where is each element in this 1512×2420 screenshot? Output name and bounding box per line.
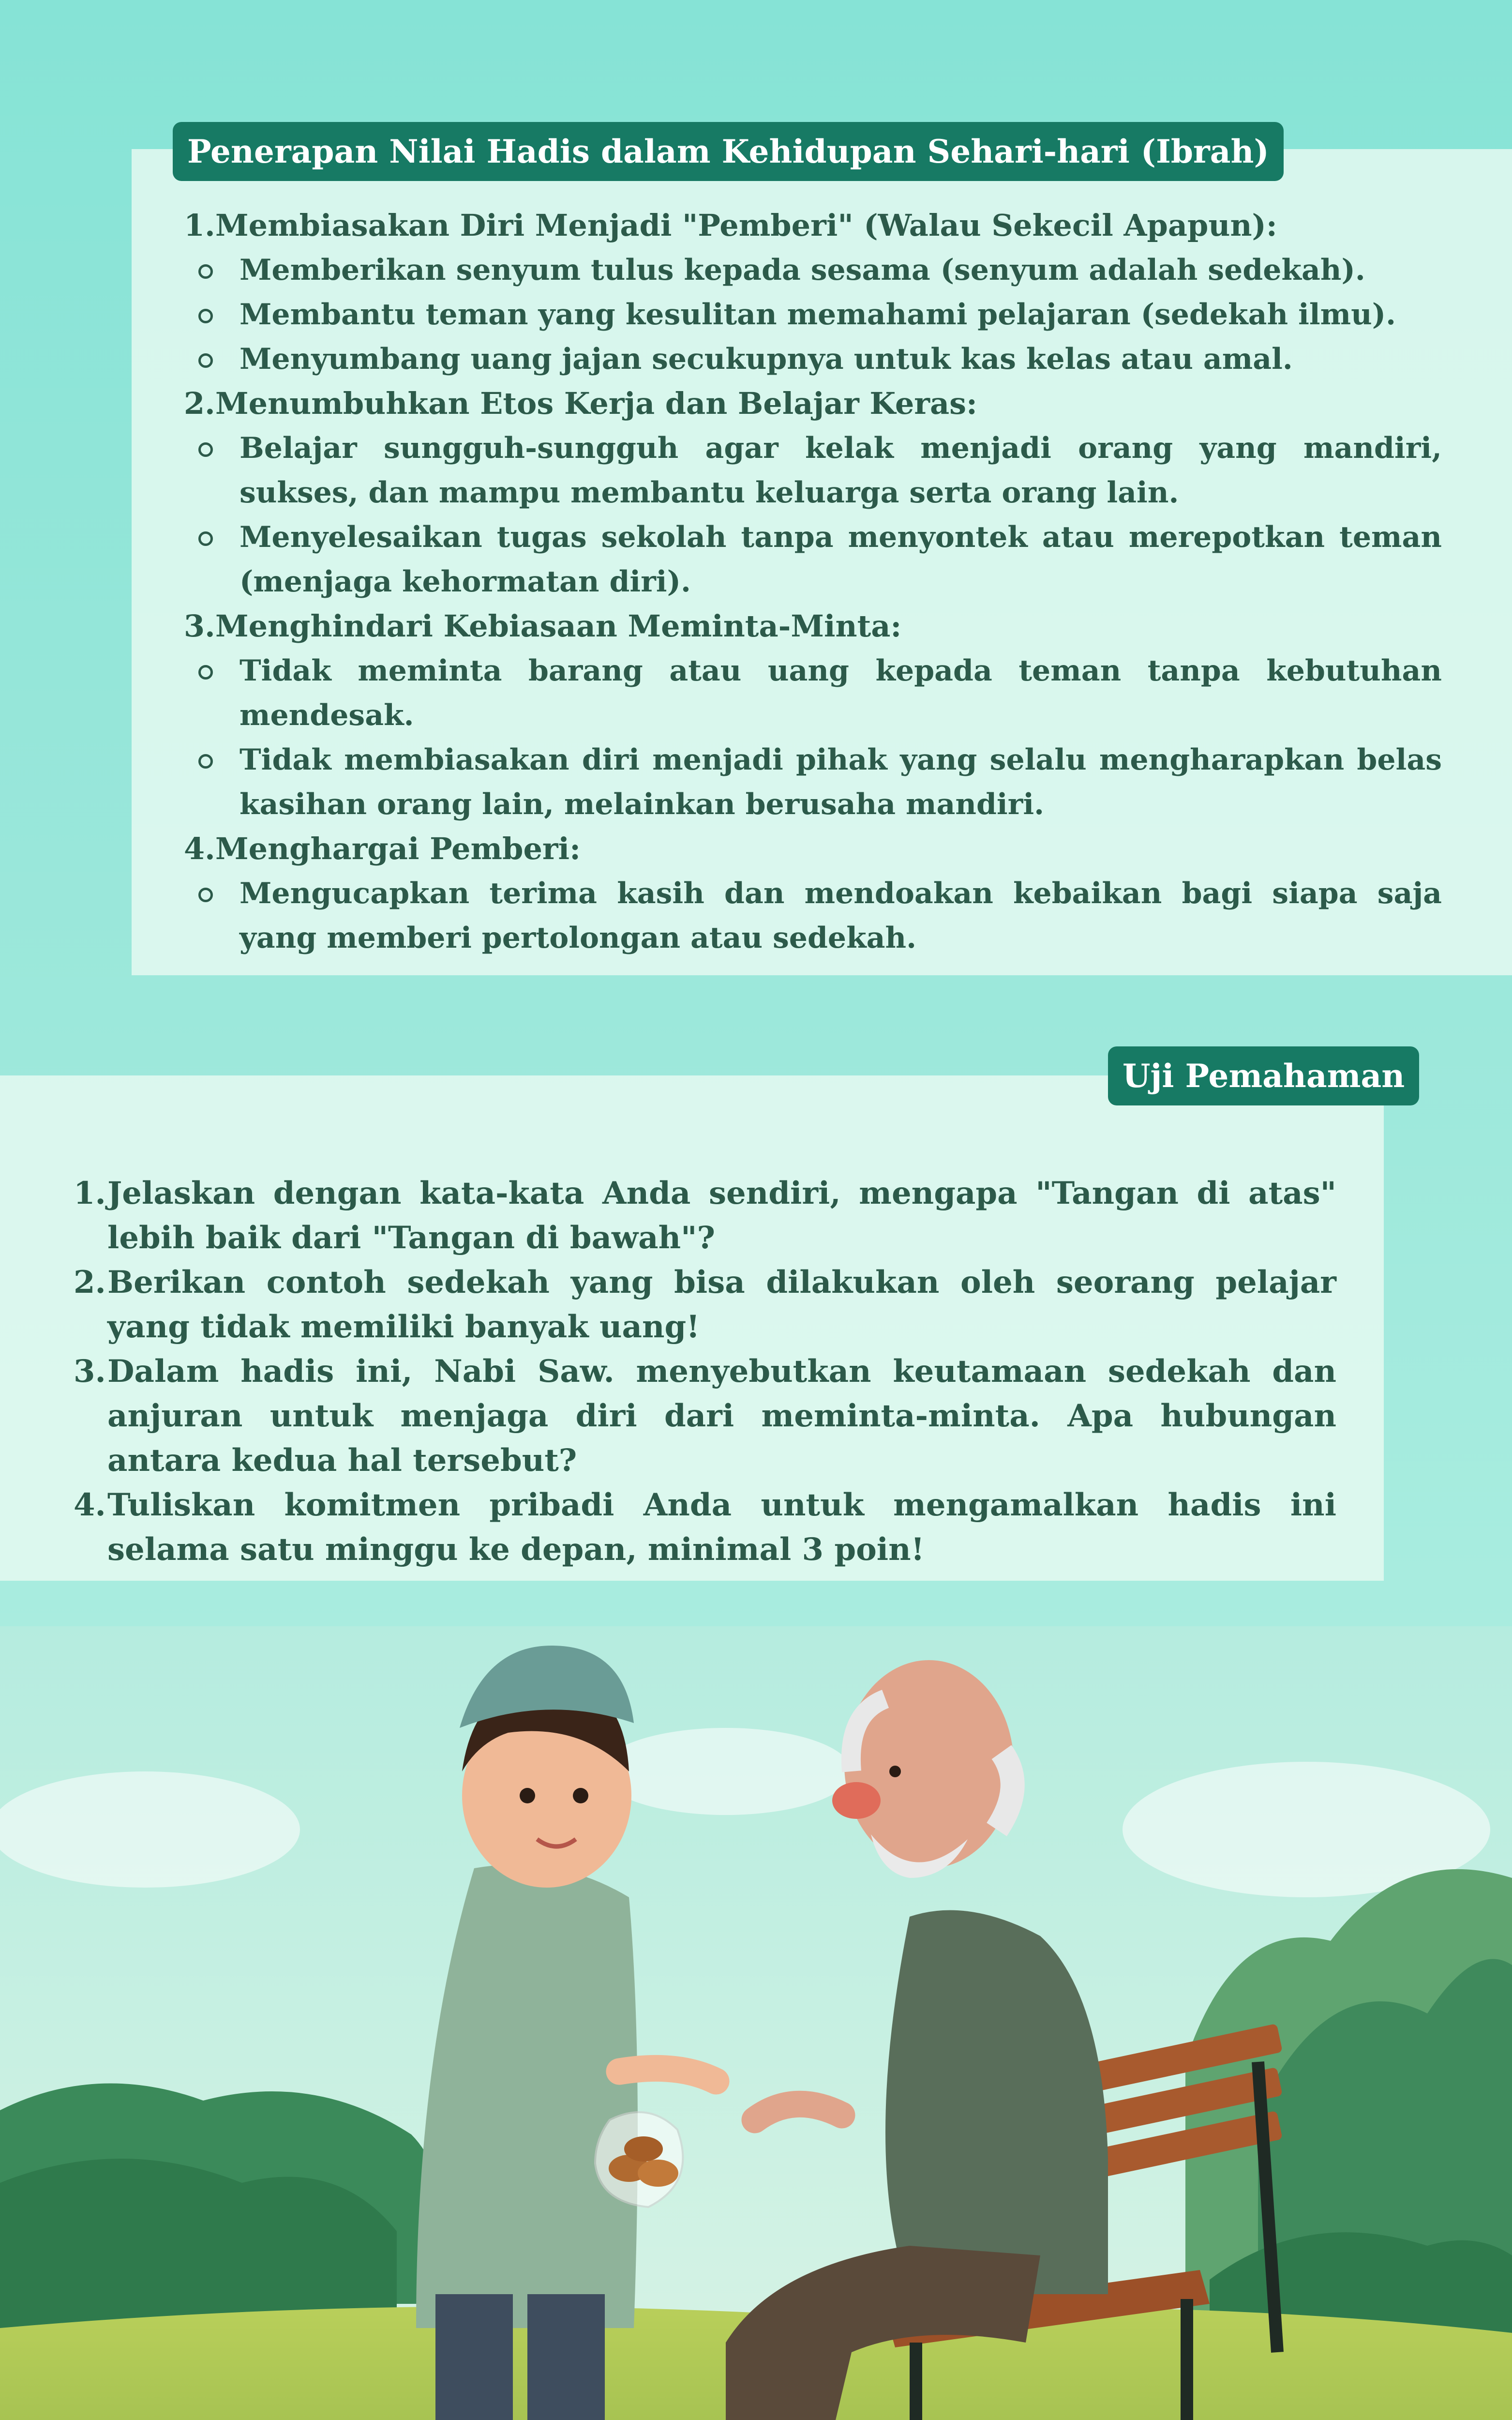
ibrah-item	[184, 203, 1442, 381]
item-number: 4.	[184, 831, 215, 866]
question-number: 2.	[74, 1264, 106, 1301]
question-text: Jelaskan dengan kata-kata Anda sendiri, mengapa "Tangan di atas" lebih baik dari "Tangan di bawah"?	[107, 1175, 1336, 1256]
ibrah-title-tag: Penerapan Nilai Hadis dalam Kehidupan Sehari-hari (Ibrah)	[173, 122, 1284, 181]
item-number: 2.	[184, 386, 215, 421]
question-number: 4.	[74, 1487, 106, 1523]
sub-item: Belajar sungguh-sungguh agar kelak menjadi orang yang mandiri, sukses, dan mampu membantu keluarga serta orang lain.	[184, 426, 1442, 515]
sub-item: Memberikan senyum tulus kepada sesama (senyum adalah sedekah).	[184, 248, 1442, 292]
question-item	[74, 1349, 1336, 1483]
sub-item: Menyumbang uang jajan secukupnya untuk kas kelas atau amal.	[184, 337, 1442, 381]
item-number: 1.	[184, 208, 215, 243]
item-heading: Menghargai Pemberi:	[215, 831, 581, 866]
illustration-charity-scene	[0, 1626, 1512, 2420]
question-text: Tuliskan komitmen pribadi Anda untuk mengamalkan hadis ini selama satu minggu ke depan, minimal 3 poin!	[107, 1487, 1336, 1568]
question-number: 1.	[74, 1175, 106, 1211]
uji-title-tag: Uji Pemahaman	[1108, 1046, 1419, 1105]
sub-item: Menyelesaikan tugas sekolah tanpa menyontek atau merepotkan teman (menjaga kehormatan diri).	[184, 515, 1442, 604]
item-heading: Menghindari Kebiasaan Meminta-Minta:	[215, 608, 902, 644]
ibrah-item	[184, 604, 1442, 827]
food-bag	[595, 2112, 683, 2207]
question-number: 3.	[74, 1353, 106, 1390]
item-heading: Menumbuhkan Etos Kerja dan Belajar Keras:	[215, 386, 977, 421]
item-heading: Membiasakan Diri Menjadi "Pemberi" (Walau Sekecil Apapun):	[215, 208, 1277, 243]
question-text: Berikan contoh sedekah yang bisa dilakukan oleh seorang pelajar yang tidak memiliki banyak uang!	[107, 1264, 1336, 1345]
question-text: Dalam hadis ini, Nabi Saw. menyebutkan keutamaan sedekah dan anjuran untuk menjaga diri dari meminta-minta. Apa hubungan antara kedua hal tersebut?	[107, 1353, 1336, 1479]
ibrah-list	[184, 203, 1442, 960]
sub-item: Mengucapkan terima kasih dan mendoakan kebaikan bagi siapa saja yang memberi pertolongan atau sedekah.	[184, 871, 1442, 960]
question-item	[74, 1483, 1336, 1572]
question-item	[74, 1171, 1336, 1260]
question-item	[74, 1260, 1336, 1349]
uji-question-list	[74, 1171, 1336, 1572]
item-number: 3.	[184, 608, 215, 644]
sub-item: Tidak meminta barang atau uang kepada teman tanpa kebutuhan mendesak.	[184, 649, 1442, 738]
sub-item: Membantu teman yang kesulitan memahami pelajaran (sedekah ilmu).	[184, 292, 1442, 337]
ibrah-item	[184, 827, 1442, 960]
sub-item: Tidak membiasakan diri menjadi pihak yang selalu mengharapkan belas kasihan orang lain, melainkan berusaha mandiri.	[184, 738, 1442, 827]
ibrah-item	[184, 381, 1442, 604]
